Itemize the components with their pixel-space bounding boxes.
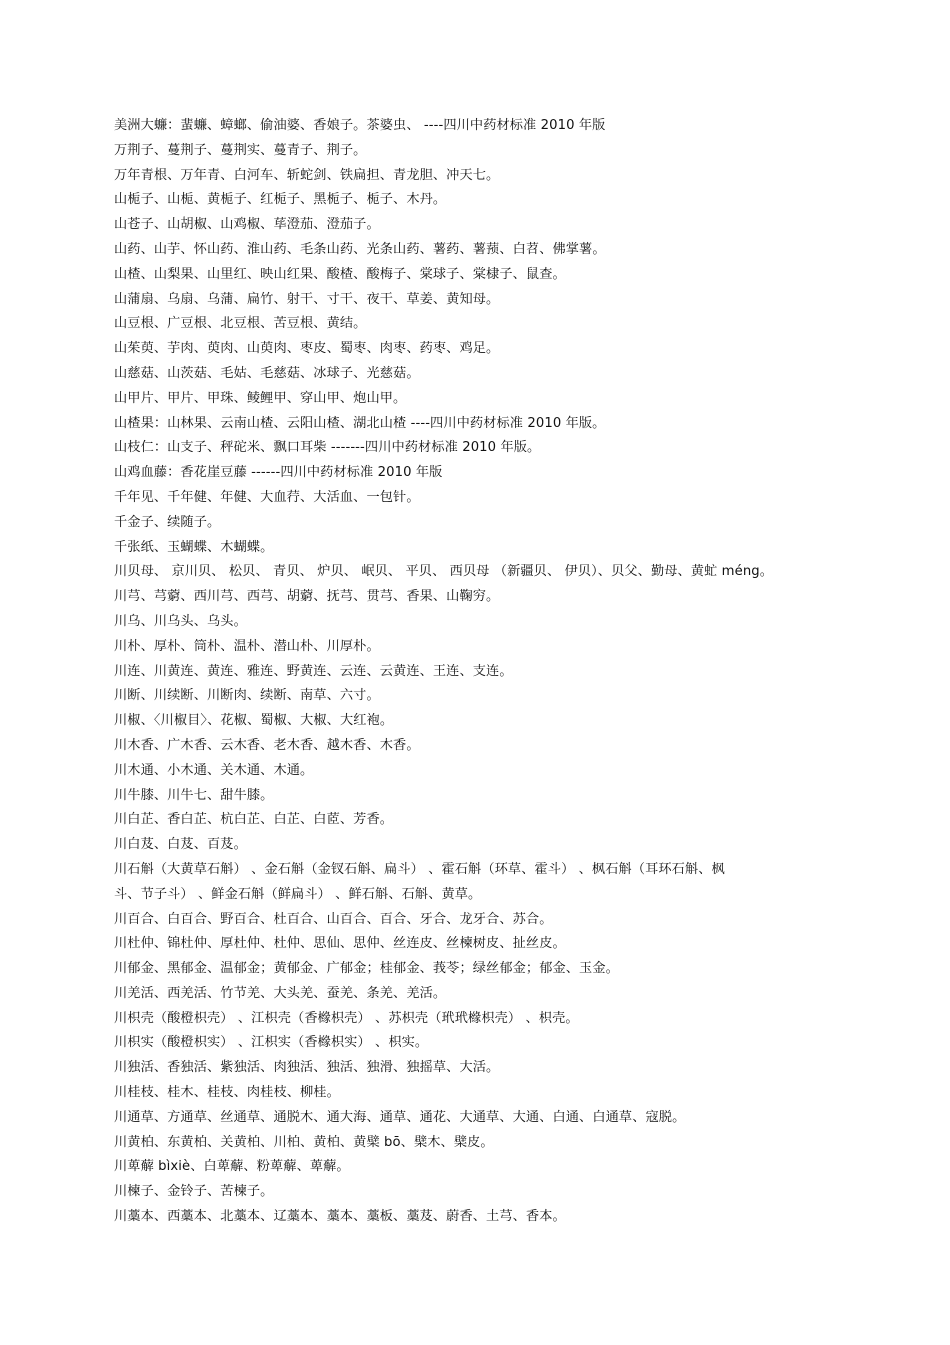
- text-line: 川郁金、黑郁金、温郁金；黄郁金、广郁金；桂郁金、莪苓；绿丝郁金；郁金、玉金。: [114, 961, 619, 977]
- text-line: 山药、山芋、怀山药、淮山药、毛条山药、光条山药、薯药、薯蓣、白苕、佛掌薯。: [114, 241, 606, 257]
- text-line: 千金子、续随子。: [114, 514, 221, 530]
- text-line: 山豆根、广豆根、北豆根、苦豆根、黄结。: [114, 316, 367, 332]
- text-line: 山苍子、山胡椒、山鸡椒、荜澄茄、澄茄子。: [114, 217, 380, 233]
- text-line: 川杜仲、锦杜仲、厚杜仲、杜仲、思仙、思仲、丝连皮、丝楝树皮、扯丝皮。: [114, 936, 566, 952]
- text-line: 川枳壳（酸橙枳壳） 、江枳壳（香橼枳壳） 、苏枳壳（玳玳橼枳壳） 、枳壳。: [114, 1010, 579, 1026]
- text-line: 川楝子、金铃子、苦楝子。: [114, 1184, 274, 1200]
- text-line: 川白芨、白芨、百芨。: [114, 837, 247, 853]
- text-line: 川枳实（酸橙枳实） 、江枳实（香橼枳实） 、枳实。: [114, 1035, 429, 1051]
- text-line: 川萆薢 bìxiè、白萆薢、粉萆薢、萆薢。: [114, 1159, 350, 1175]
- text-line: 美洲大蠊：蜚蠊、蟑螂、偷油婆、香娘子。茶婆虫、 ----四川中药材标准 2010 年版: [114, 118, 606, 133]
- text-line: 斗、节子斗） 、鲜金石斛（鲜扁斗） 、鲜石斛、石斛、黄草。: [114, 886, 482, 902]
- text-line: 山慈菇、山茨菇、毛姑、毛慈菇、冰球子、光慈菇。: [114, 365, 420, 381]
- text-line: 川芎、芎藭、西川芎、西芎、胡藭、抚芎、贯芎、香果、山鞠穷。: [114, 589, 500, 605]
- text-line: 山枝仁：山支子、秤砣米、飘口耳柴 -------四川中药材标准 2010 年版。: [114, 440, 541, 456]
- text-line: 川牛膝、川牛七、甜牛膝。: [114, 787, 274, 803]
- text-line: 川黄柏、东黄柏、关黄柏、川柏、黄柏、黄檗 bō、檗木、檗皮。: [114, 1134, 494, 1150]
- text-line: 川藁本、西藁本、北藁本、辽藁本、藁本、藁板、藁芨、蔚香、土芎、香本。: [114, 1209, 566, 1225]
- text-line: 川椒、〈川椒目〉、花椒、蜀椒、大椒、大红袍。: [114, 713, 394, 729]
- text-line: 山楂、山梨果、山里红、映山红果、酸楂、酸梅子、棠球子、棠棣子、鼠查。: [114, 266, 566, 282]
- text-line: 川连、川黄连、黄连、雅连、野黄连、云连、云黄连、王连、支连。: [114, 663, 513, 679]
- text-line: 万年青根、万年青、白河车、斩蛇剑、铁扁担、青龙胆、冲天七。: [114, 167, 500, 183]
- text-line: 川桂枝、桂木、桂枝、肉桂枝、柳桂。: [114, 1085, 340, 1101]
- text-line: 万荆子、蔓荆子、蔓荆实、蔓青子、荆子。: [114, 142, 367, 158]
- text-line: 山鸡血藤：香花崖豆藤 ------四川中药材标准 2010 年版: [114, 465, 443, 481]
- text-line: 川百合、白百合、野百合、杜百合、山百合、百合、牙合、龙牙合、苏合。: [114, 911, 553, 927]
- text-line: 山楂果：山林果、云南山楂、云阳山楂、湖北山楂 ----四川中药材标准 2010 年版。: [114, 415, 606, 431]
- text-line: 千张纸、玉蝴蝶、木蝴蝶。: [114, 539, 274, 555]
- text-line: 川独活、香独活、紫独活、肉独活、独活、独滑、独摇草、大活。: [114, 1060, 500, 1076]
- text-line: 川木香、广木香、云木香、老木香、越木香、木香。: [114, 737, 420, 753]
- text-line: 山蒲扇、乌扇、乌蒲、扁竹、射干、寸干、夜干、草姜、黄知母。: [114, 291, 500, 307]
- text-line: 川贝母、 京川贝、 松贝、 青贝、 炉贝、 岷贝、 平贝、 西贝母 （新疆贝、 伊贝）、贝父、勤母、黄虻 méng。: [114, 564, 774, 580]
- text-line: 川乌、川乌头、乌头。: [114, 613, 247, 629]
- herb-synonym-list: [114, 114, 894, 1230]
- text-line: 川石斛（大黄草石斛） 、金石斛（金钗石斛、扁斗） 、霍石斛（环草、霍斗） 、枫石斛（耳环石斛、枫: [114, 861, 725, 877]
- text-line: 川通草、方通草、丝通草、通脱木、通大海、通草、通花、大通草、大通、白通、白通草、寇脱。: [114, 1109, 686, 1125]
- text-line: 川木通、小木通、关木通、木通。: [114, 762, 314, 778]
- text-line: 山甲片、甲片、甲珠、鲮鲤甲、穿山甲、炮山甲。: [114, 390, 407, 406]
- text-line: 千年见、千年健、年健、大血荇、大活血、一包针。: [114, 489, 420, 505]
- text-line: 川羌活、西羌活、竹节羌、大头羌、蚕羌、条羌、羌活。: [114, 985, 447, 1001]
- text-line: 山茱萸、芋肉、萸肉、山萸肉、枣皮、蜀枣、肉枣、药枣、鸡足。: [114, 341, 500, 357]
- text-line: 川断、川续断、川断肉、续断、南草、六寸。: [114, 688, 380, 704]
- text-line: 川朴、厚朴、筒朴、温朴、潜山朴、川厚朴。: [114, 638, 380, 654]
- text-line: 川白芷、香白芷、杭白芷、白芷、白茝、芳香。: [114, 812, 394, 828]
- text-line: 山栀子、山栀、黄栀子、红栀子、黑栀子、栀子、木丹。: [114, 192, 447, 208]
